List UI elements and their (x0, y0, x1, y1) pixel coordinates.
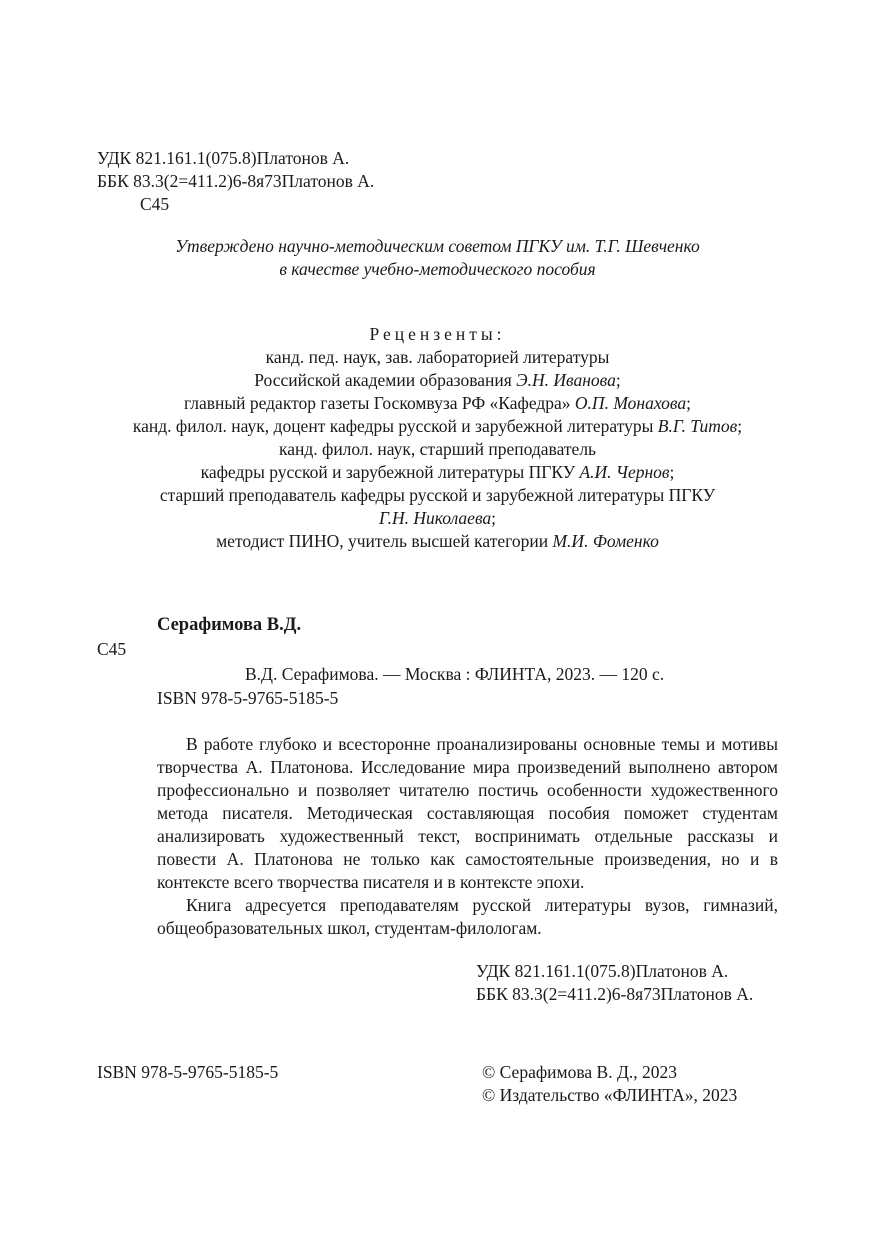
reviewer-5-line-2: Г.Н. Николаева; (378, 508, 497, 528)
reviewer-5-line-1: старший преподаватель кафедры русской и зарубежной литературы ПГКУ (159, 485, 716, 505)
reviewer-1-line-1: канд. пед. наук, зав. лабораторией литературы (265, 347, 610, 367)
reviewer-3: канд. филол. наук, доцент кафедры русской и зарубежной литературы В.Г. Титов; (132, 416, 743, 436)
footer-copyrights (482, 1061, 737, 1107)
reviewers-heading: Рецензенты: (369, 324, 506, 344)
approval-note (0, 235, 875, 281)
bib-mark: С45 (97, 639, 127, 659)
approval-line-1: Утверждено научно-методическим советом ПГКУ им. Т.Г. Шевченко (175, 236, 700, 256)
copyright-publisher: © Издательство «ФЛИНТА», 2023 (482, 1085, 738, 1105)
reviewers-block (0, 323, 875, 553)
udk-code: УДК 821.161.1(075.8)Платонов А. (97, 148, 350, 168)
reviewer-1-name: Э.Н. Иванова (516, 370, 616, 390)
reviewer-6: методист ПИНО, учитель высшей категории М.И. Фоменко (216, 531, 659, 551)
bib-author: Серафимова В.Д. (157, 615, 302, 635)
reviewer-3-name: В.Г. Титов (657, 416, 738, 436)
reviewer-2: главный редактор газеты Госкомвуза РФ «Кафедра» О.П. Монахова; (183, 393, 692, 413)
bib-imprint: В.Д. Серафимова. — Москва : ФЛИНТА, 2023. — 120 с. (245, 664, 665, 684)
udk-code-right: УДК 821.161.1(075.8)Платонов А. (476, 961, 729, 981)
bbk-code: ББК 83.3(2=411.2)6-8я73Платонов А. (97, 171, 375, 191)
reviewer-1-line-2: Российской академии образования Э.Н. Иванова; (254, 370, 621, 390)
codes-right (476, 960, 753, 1006)
annotation-paragraph-1: В работе глубоко и всесторонне проанализированы основные темы и мотивы творчества А. Платонова. Исследование мира произведений выполнено автором профессионально и позволяет читателю постичь особенности художественного метода писателя. Методическая составляющая пособия поможет студентам анализировать художественный текст, воспринимать отдельные рассказы и повести А. Платонова не только как самостоятельные произведения, но и в контексте всего творчества писателя и в контексте эпохи. (157, 734, 778, 892)
copyright-author: © Серафимова В. Д., 2023 (482, 1062, 678, 1082)
reviewer-6-name: М.И. Фоменко (552, 531, 659, 551)
annotation (157, 733, 778, 940)
author-mark: С45 (140, 194, 170, 214)
approval-line-2: в качестве учебно-методического пособия (279, 259, 596, 279)
bib-isbn: ISBN 978-5-9765-5185-5 (157, 688, 339, 708)
reviewer-4-line-2: кафедры русской и зарубежной литературы ПГКУ А.И. Чернов; (200, 462, 675, 482)
footer-isbn: ISBN 978-5-9765-5185-5 (97, 1062, 279, 1082)
reviewer-2-name: О.П. Монахова (574, 393, 687, 413)
bbk-code-right: ББК 83.3(2=411.2)6-8я73Платонов А. (476, 984, 754, 1004)
reviewer-4-name: А.И. Чернов (579, 462, 670, 482)
header-codes (97, 147, 374, 216)
reviewer-5-name: Г.Н. Николаева (378, 508, 492, 528)
reviewer-4-line-1: канд. филол. наук, старший преподаватель (278, 439, 597, 459)
annotation-paragraph-2: Книга адресуется преподавателям русской литературы вузов, гимназий, общеобразовательных школ, студентам-филологам. (157, 895, 778, 938)
